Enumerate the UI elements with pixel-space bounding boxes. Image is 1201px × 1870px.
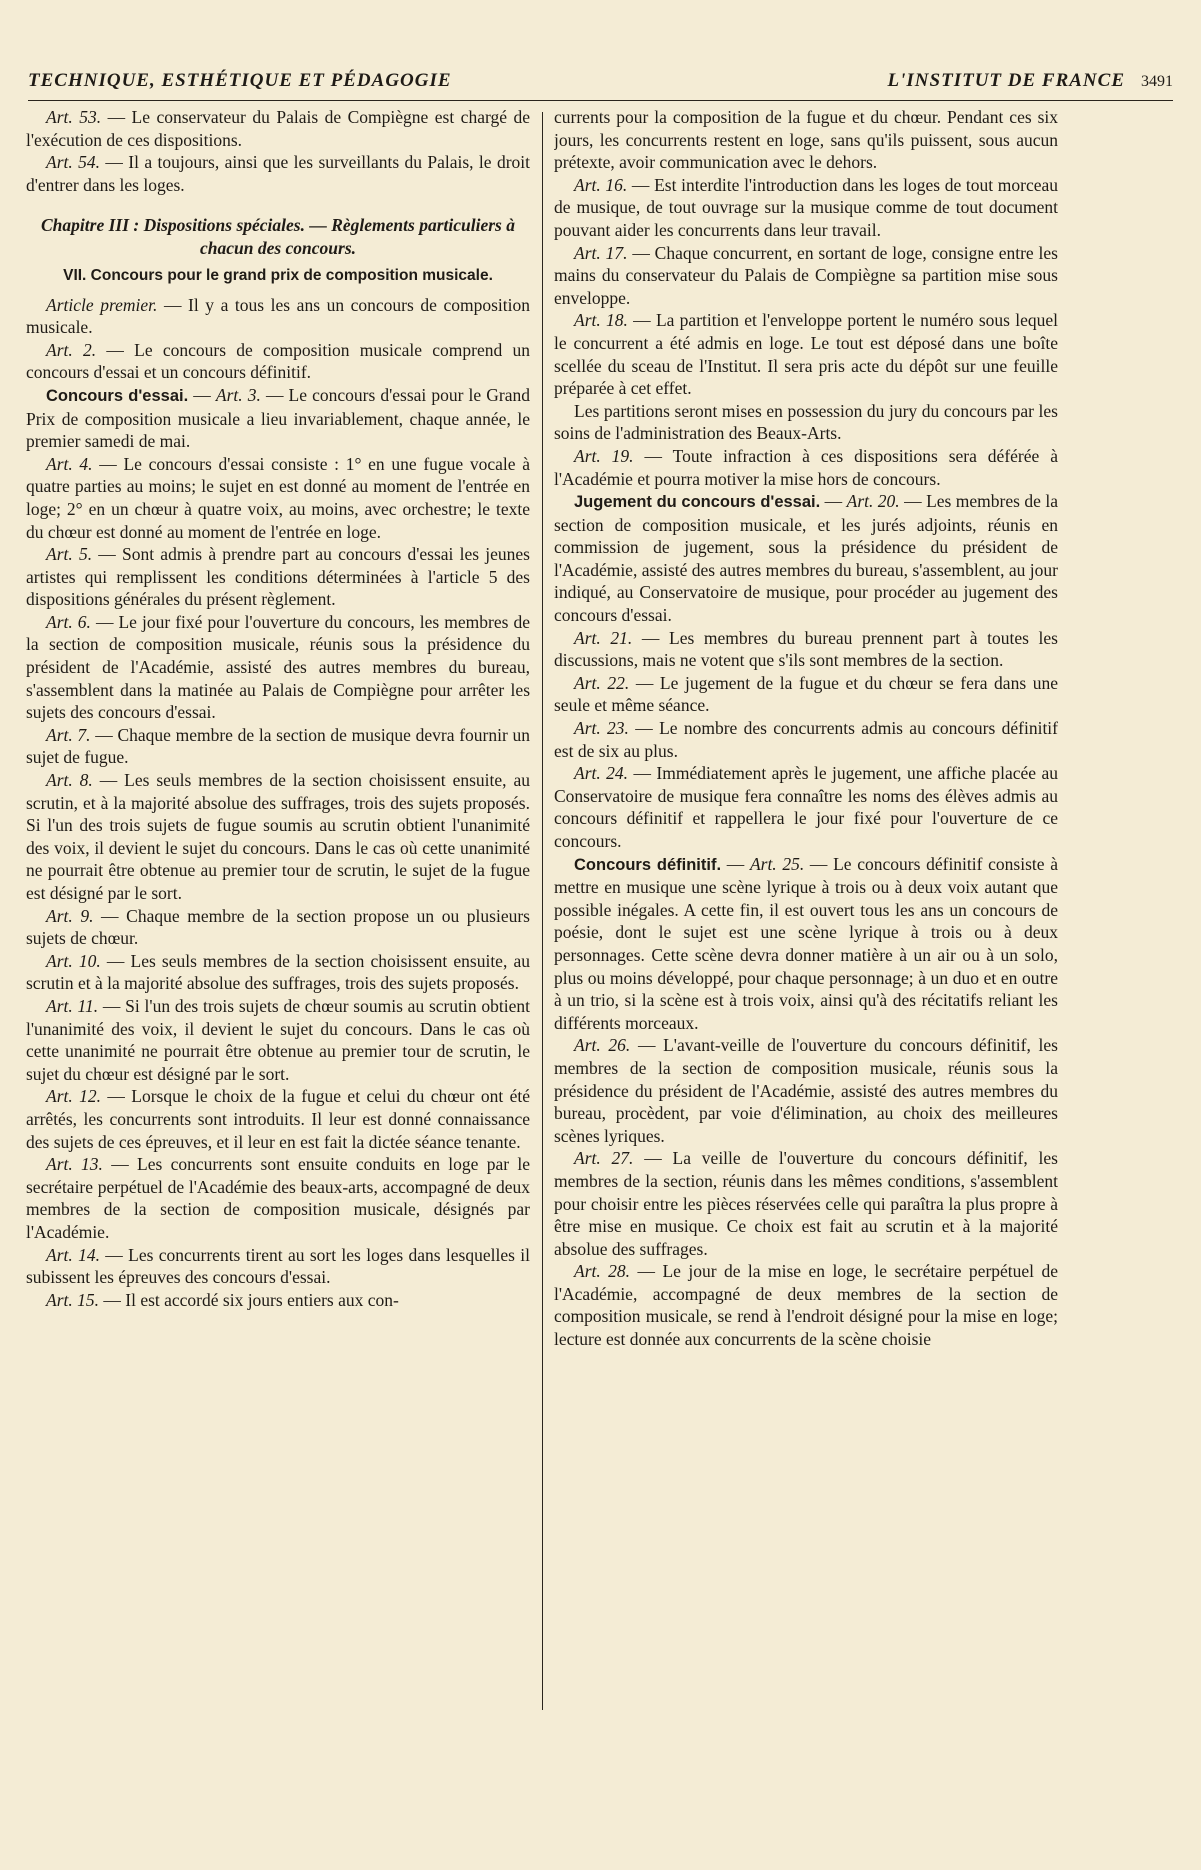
dash: — [820, 491, 847, 512]
article-text: currents pour la composition de la fugue et du chœur. Pendant ces six jours, les concurrents restent en loge, sans qu'ils puissent, sous aucun prétexte, avoir communication avec le dehors. [554, 107, 1058, 173]
article-number: Art. 24. [574, 763, 629, 784]
article-number: Art. 22. [574, 672, 630, 693]
article-11 [26, 995, 530, 1085]
article-54 [26, 151, 530, 196]
article-text: — Il a toujours, ainsi que les surveillants du Palais, le droit d'entrer dans les loges. [26, 152, 530, 195]
article-15-continued [554, 106, 1058, 174]
subsection-lead: Concours définitif. [574, 855, 722, 874]
article-number: Art. 3. [215, 384, 261, 405]
article-text: — Chaque membre de la section propose un ou plusieurs sujets de chœur. [26, 905, 530, 949]
article-12 [26, 1085, 530, 1153]
article-number: Art. 21. [574, 627, 633, 648]
article-text: — Les concurrents tirent au sort les loges dans lesquelles il subissent les épreuves des concours d'essai. [26, 1244, 530, 1288]
article-text: — Le nombre des concurrents admis au concours définitif est de six au plus. [554, 718, 1058, 761]
article-number: Art. 7. [46, 724, 91, 745]
article-14 [26, 1244, 530, 1289]
subsection-lead: Jugement du concours d'essai. [574, 493, 821, 512]
article-number: Art. 8. [46, 770, 93, 791]
article-number: Art. 53. [46, 107, 102, 127]
article-text: — Le concours de composition musicale comprend un concours d'essai et un concours définitif. [26, 339, 530, 383]
article-19 [554, 445, 1058, 490]
article-text: — Les membres de la section de composition musicale, et les jurés adjoints, réunis en commission de jugement, sous la présidence du président de l'Académie, assisté des autres membres du bureau, s'assemblent, au jour indiqué, au Conservatoire de musique, pour procéder au jugement des concours d'essai. [554, 491, 1058, 626]
article-13 [26, 1153, 530, 1243]
article-text: — Il y a tous les ans un concours de composition musicale. [26, 294, 530, 338]
left-column [26, 106, 530, 1850]
paragraph-partitions [554, 400, 1058, 445]
article-26 [554, 1034, 1058, 1147]
article-number: Art. 19. [574, 445, 634, 466]
article-text: — Lorsque le choix de la fugue et celui du chœur ont été arrêtés, les concurrents sont introduits. Il leur est donné connaissance des sujets de ces épreuves, et il leur en est fait la dictée séance tenante. [26, 1086, 530, 1152]
article-20 [554, 490, 1058, 627]
article-53 [26, 106, 530, 151]
article-10 [26, 950, 530, 995]
article-text: — Le concours d'essai pour le Grand Prix de composition musicale a lieu invariablement, chaque année, le premier samedi de mai. [26, 384, 530, 452]
article-number: Art. 18. [574, 310, 628, 331]
article-text: — Le concours d'essai consiste : 1° en une fugue vocale à quatre parties au moins; le sujet en est donné au moment de l'entrée en loge; 2° en un chœur à quatre voix, au moins, avec orchestre; le texte du chœur est donné au moment de l'entrée en loge. [26, 453, 530, 542]
article-number: Art. 5. [46, 544, 93, 565]
article-16 [554, 174, 1058, 242]
article-text: — Le jour de la mise en loge, le secrétaire perpétuel de l'Académie, accompagné de deux membres de la section de composition musicale, se rend à l'endroit désigné pour la mise en loge; lecture est donnée aux concurrents de la scène choisie [554, 1261, 1058, 1350]
article-text: — Le conservateur du Palais de Compiègne est chargé de l'exécution de ces dispositions. [26, 107, 530, 150]
article-number: Art. 12. [46, 1086, 101, 1107]
article-text: — Est interdite l'introduction dans les loges de tout morceau de musique, de tout ouvrage sur la musique comme de tout document pouvant aider les concurrents dans leur travail. [554, 174, 1058, 240]
article-4 [26, 453, 530, 543]
article-text: — Il est accordé six jours entiers aux con- [99, 1289, 399, 1310]
article-9 [26, 905, 530, 950]
article-text: — Les concurrents sont ensuite conduits en loge par le secrétaire perpétuel de l'Académie des beaux-arts, accompagné de deux membres de la section de composition musicale, désignés par l'Académie. [26, 1154, 530, 1242]
dash: — [721, 853, 750, 874]
article-text: — Si l'un des trois sujets de chœur soumis au scrutin obtient l'unanimité des voix, il devient le sujet du concours. Dans le cas où cette unanimité ne pourrait être obtenue au premier tour de scrutin, le sujet du chœur est désigné par le sort. [26, 995, 530, 1084]
article-number: Art. 20. [846, 491, 900, 512]
article-5 [26, 543, 530, 611]
header-left-title: TECHNIQUE, ESTHÉTIQUE ET PÉDAGOGIE [28, 70, 452, 91]
chapter-heading: Chapitre III : Dispositions spéciales. — Règlements particuliers à chacun des concours. [41, 215, 515, 258]
article-number: Art. 25. [749, 853, 805, 874]
article-text: — Le jugement de la fugue et du chœur se fera dans une seule et même séance. [554, 672, 1058, 716]
article-number: Art. 28. [574, 1261, 631, 1282]
subsection-lead: Concours d'essai. [46, 386, 189, 405]
running-header [28, 70, 1173, 101]
article-25 [554, 853, 1058, 1035]
article-text: — Sont admis à prendre part au concours d'essai les jeunes artistes qui remplissent les conditions déterminées à l'article 5 des dispositions générales du présent règlement. [26, 544, 530, 610]
article-text: — Chaque concurrent, en sortant de loge, consigne entre les mains du conservateur du Palais de Compiègne sa partition mise sous enveloppe. [554, 242, 1058, 308]
article-number: Art. 13. [46, 1154, 103, 1175]
article-text: — La partition et l'enveloppe portent le numéro sous lequel le concurrent a été admis en loge. Le tout est déposé dans une boîte scellée du sceau de l'Institut. Il sera pris acte du dépôt sur une feuille préparée à cet effet. [554, 310, 1058, 399]
article-2 [26, 339, 530, 384]
article-text: — L'avant-veille de l'ouverture du concours définitif, les membres de la section de composition musicale, réunis sous la présidence du président de l'Académie, assisté des autres membres du bureau, procèdent, par voie d'élimination, au choix des meilleures scènes lyriques. [554, 1035, 1058, 1146]
section-heading: VII. Concours pour le grand prix de composition musicale. [63, 266, 493, 284]
article-text: — La veille de l'ouverture du concours définitif, les membres de la section, réunis dans les mêmes conditions, s'assemblent pour choisir entre les pièces réservées celle qui paraîtra la plus propre à être mise en musique. Ce choix est fait au scrutin et à la majorité absolue des suffrages. [554, 1148, 1058, 1259]
article-text: — Le concours définitif consiste à mettre en musique une scène lyrique à trois ou à deux voix autant que possible inégales. A cette fin, il est ouvert tous les ans un concours de poésie, dont le sujet est une scène lyrique à trois ou à deux personnages. Cette scène devra donner matière à un air ou à un solo, plus ou moins développé, pour chaque personnage; à un duo et en outre à un trio, si la scène est à trois voix, ainsi qu'à des récitatifs reliant les différents morceaux. [554, 853, 1058, 1033]
article-text: — Toute infraction à ces dispositions sera déférée à l'Académie et pourra motiver la mise hors de concours. [554, 445, 1058, 489]
article-number: Article premier. [46, 294, 158, 315]
article-18 [554, 309, 1058, 399]
article-text: — Les seuls membres de la section choisissent ensuite, au scrutin et à la majorité absolue des suffrages, trois des sujets proposés. [26, 950, 530, 994]
header-right [888, 70, 1173, 92]
article-21 [554, 627, 1058, 672]
column-divider [542, 112, 543, 1710]
article-number: Art. 54. [46, 152, 100, 173]
article-number: Art. 4. [46, 453, 93, 474]
article-number: Art. 11. [46, 995, 99, 1016]
article-27 [554, 1147, 1058, 1260]
article-text: — Immédiatement après le jugement, une affiche placée au Conservatoire de musique fera connaître les noms des élèves admis au concours définitif et rappellera le jour fixé pour l'ouverture de ce concours. [554, 763, 1058, 851]
right-column [554, 106, 1058, 1850]
article-17 [554, 242, 1058, 310]
article-text: — Chaque membre de la section de musique devra fournir un sujet de fugue. [26, 724, 530, 768]
article-8 [26, 769, 530, 905]
page-number: 3491 [1141, 73, 1173, 90]
article-number: Art. 26. [574, 1035, 631, 1056]
article-1 [26, 294, 530, 339]
paragraph-text: Les partitions seront mises en possession du jury du concours par les soins de l'administration des Beaux-Arts. [554, 400, 1058, 444]
article-number: Art. 27. [574, 1148, 634, 1169]
article-number: Art. 6. [46, 611, 91, 632]
article-24 [554, 762, 1058, 852]
article-15 [26, 1289, 530, 1312]
article-28 [554, 1260, 1058, 1350]
article-23 [554, 717, 1058, 762]
article-number: Art. 15. [46, 1289, 99, 1310]
article-number: Art. 9. [46, 905, 94, 926]
dash: — [188, 384, 216, 405]
article-text: — Les seuls membres de la section choisissent ensuite, au scrutin, et à la majorité absolue des suffrages, trois des sujets proposés. Si l'un des trois sujets de fugue soumis au scrutin obtient l'unanimité des voix, il devient le sujet du concours. Dans le cas où cette unanimité ne pourrait être obtenue au premier tour de scrutin, le sujet de la fugue est désigné par le sort. [26, 770, 530, 903]
article-number: Art. 17. [574, 242, 628, 263]
article-3 [26, 384, 530, 453]
header-right-title: L'INSTITUT DE FRANCE [887, 70, 1125, 91]
article-number: Art. 16. [574, 174, 628, 195]
article-7 [26, 724, 530, 769]
article-6 [26, 611, 530, 724]
article-number: Art. 14. [46, 1244, 100, 1265]
article-number: Art. 2. [46, 339, 97, 360]
article-text: — Les membres du bureau prennent part à toutes les discussions, mais ne votent que s'ils sont membres de la section. [554, 627, 1058, 671]
article-text: — Le jour fixé pour l'ouverture du concours, les membres de la section de composition musicale, réunis sous la présidence du président de l'Académie, assisté des autres membres du bureau, s'assemblent dans la matinée au Palais de Compiègne pour arrêter les sujets des concours d'essai. [26, 611, 530, 723]
article-number: Art. 10. [46, 950, 101, 971]
article-22 [554, 672, 1058, 717]
article-number: Art. 23. [574, 718, 629, 739]
